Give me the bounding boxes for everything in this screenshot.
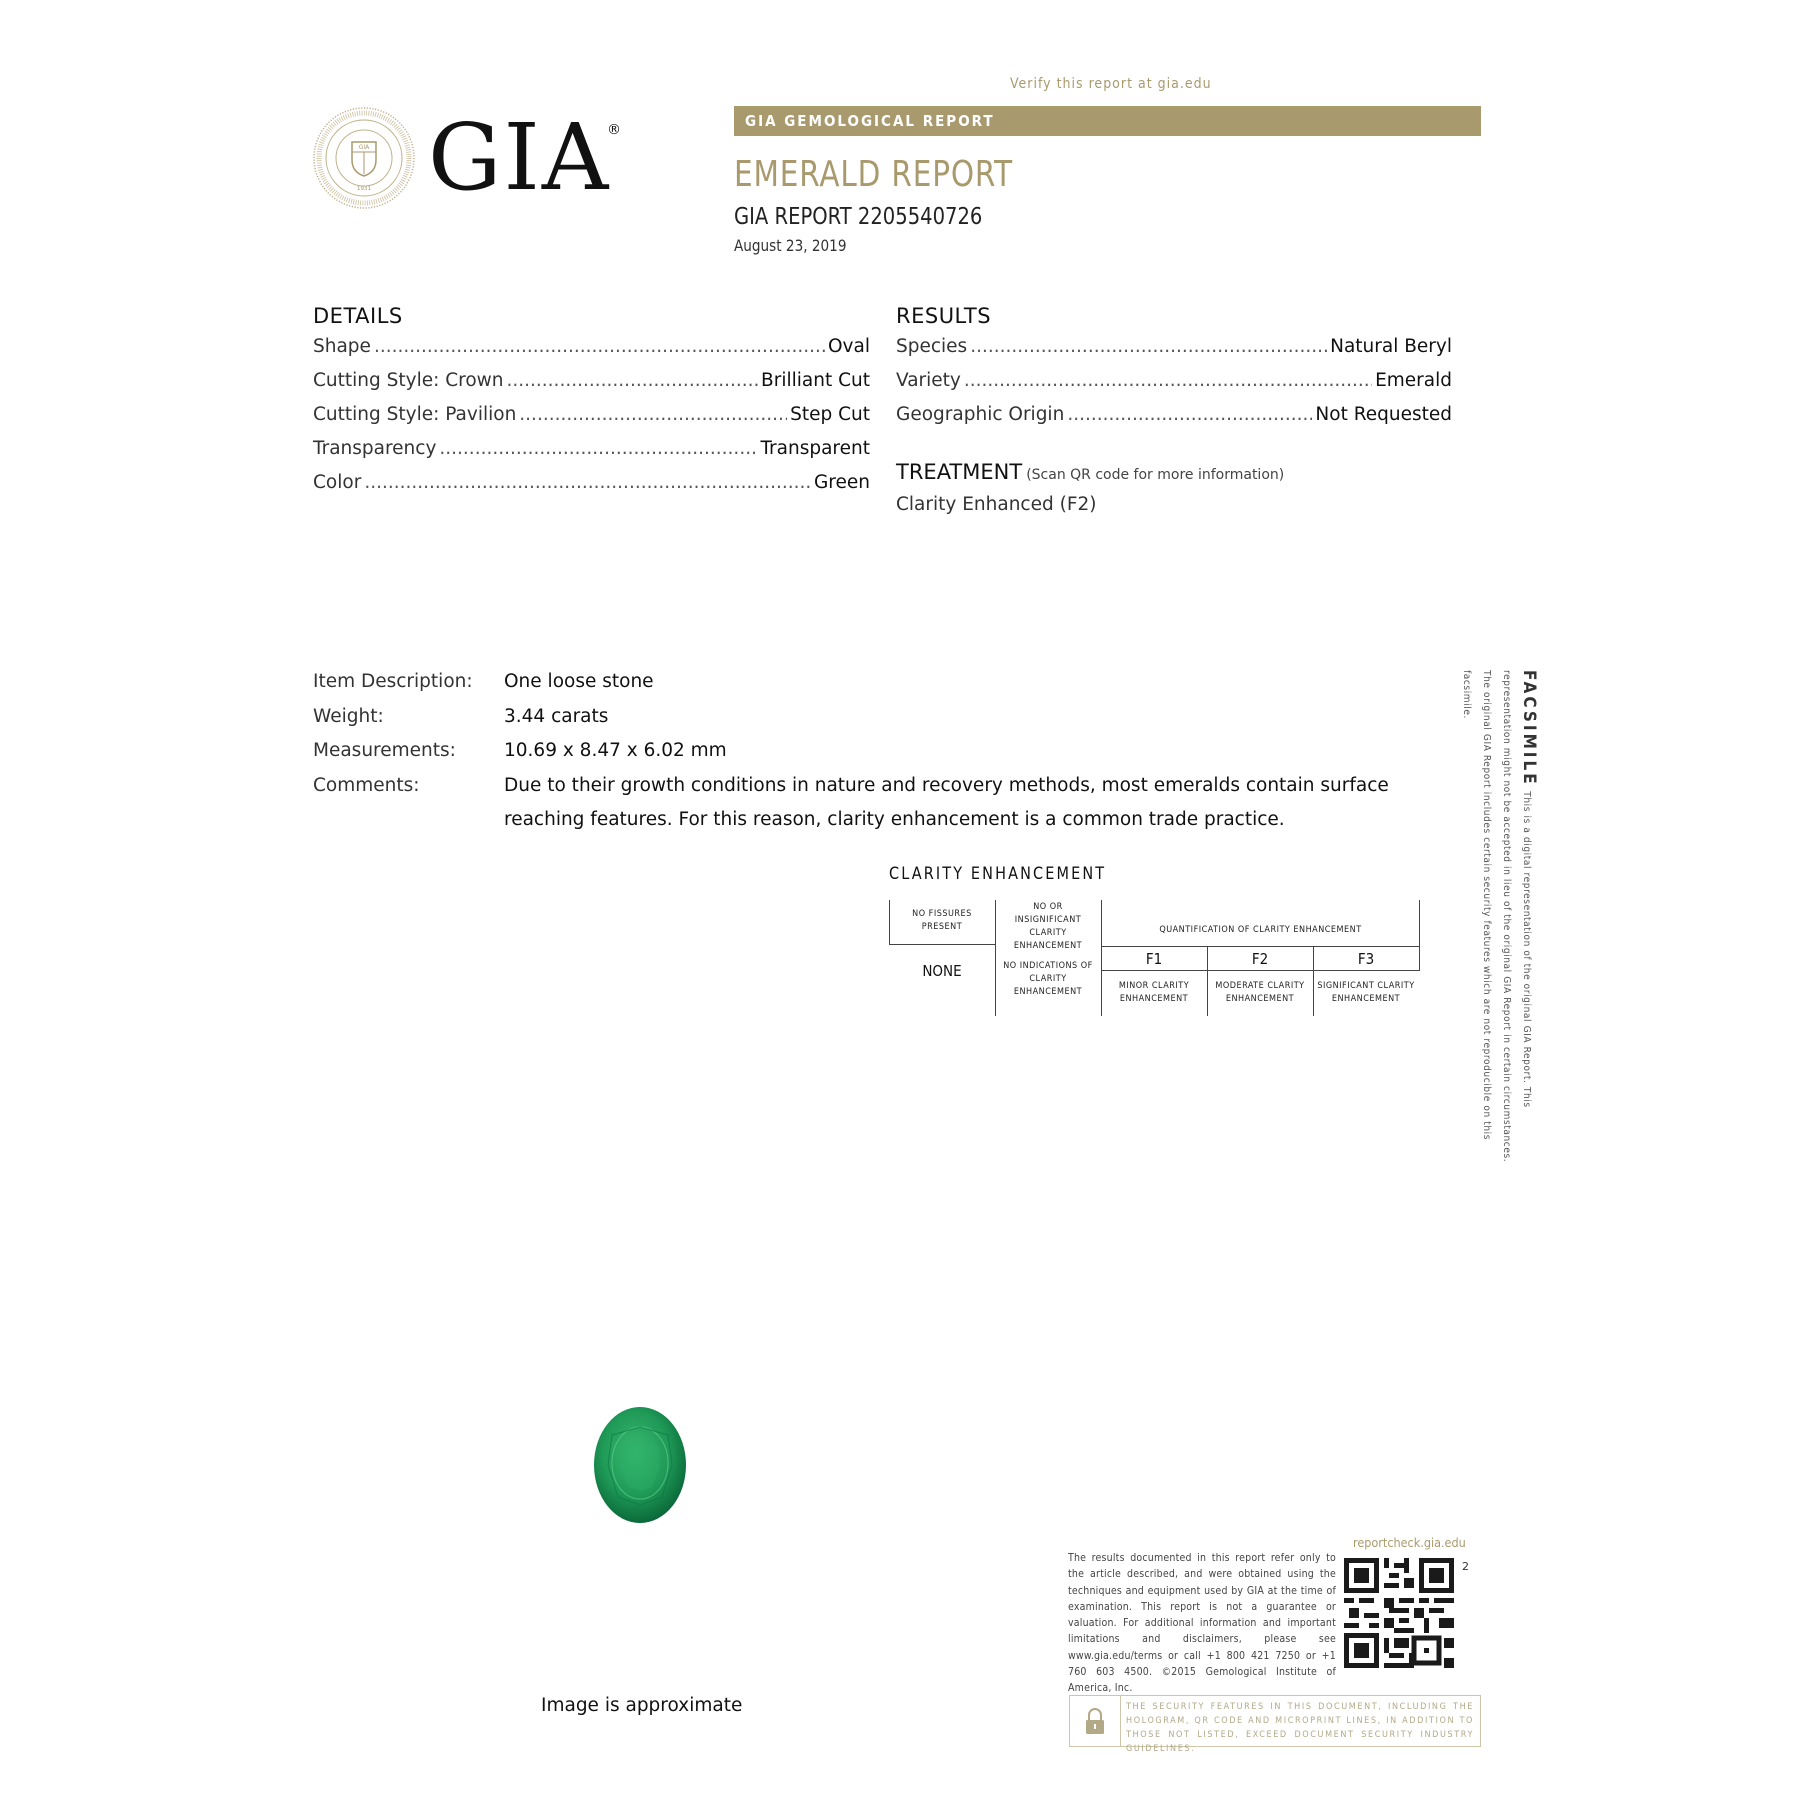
- item-label: Weight:: [313, 705, 384, 727]
- report-date: August 23, 2019: [734, 236, 847, 255]
- clarity-col-no-fissures: NO FISSURES PRESENT: [912, 909, 972, 932]
- detail-value: Green: [813, 472, 870, 493]
- clarity-grade-f3: F3: [1357, 950, 1375, 968]
- result-label: Geographic Origin: [896, 404, 1065, 425]
- item-label: Comments:: [313, 774, 420, 796]
- item-label: Measurements:: [313, 740, 456, 761]
- details-heading: DETAILS: [313, 304, 403, 328]
- detail-label: Cutting Style: Pavilion: [313, 404, 517, 425]
- detail-value: Oval: [828, 336, 870, 357]
- clarity-title: CLARITY ENHANCEMENT: [889, 864, 1107, 884]
- detail-row-shape: [313, 336, 870, 370]
- result-row-variety: [896, 370, 1452, 404]
- treatment-note: (Scan QR code for more information): [1026, 467, 1285, 483]
- report-type-bar: [734, 106, 1481, 136]
- report-type-label: GIA GEMOLOGICAL REPORT: [745, 112, 995, 130]
- result-row-origin: [896, 404, 1452, 438]
- clarity-scale: [889, 900, 1420, 1016]
- item-row-measurements: [313, 734, 1463, 769]
- result-label: Variety: [896, 370, 961, 391]
- detail-row-transparency: [313, 438, 870, 472]
- item-value: 10.69 x 8.47 x 6.02 mm: [504, 740, 727, 761]
- security-text: THE SECURITY FEATURES IN THIS DOCUMENT, INCLUDING THE HOLOGRAM, QR CODE AND MICROPRINT LINES, IN ADDITION TO THOSE NOT LISTED, EXCEED DOCUMENT SECURITY INDUSTRY GUIDELINES.: [1126, 1702, 1474, 1754]
- report-title: EMERALD REPORT: [734, 154, 1013, 195]
- item-row-comments: [313, 769, 1463, 838]
- result-label: Species: [896, 336, 968, 357]
- item-row-weight: [313, 700, 1463, 735]
- treatment-value: Clarity Enhanced (F2): [896, 494, 1097, 515]
- clarity-quantification-heading: QUANTIFICATION OF CLARITY ENHANCEMENT: [1159, 925, 1362, 935]
- detail-row-color: [313, 472, 870, 506]
- detail-label: Cutting Style: Crown: [313, 370, 504, 391]
- report-number: GIA REPORT 2205540726: [734, 204, 983, 230]
- clarity-no-indications: NO INDICATIONS OF CLARITY ENHANCEMENT: [1003, 961, 1093, 997]
- gia-seal-logo: [312, 106, 416, 210]
- clarity-desc-f3: SIGNIFICANT CLARITY ENHANCEMENT: [1317, 981, 1415, 1004]
- image-caption: Image is approximate: [541, 1695, 743, 1716]
- clarity-none-value: NONE: [922, 962, 962, 980]
- facsimile-notice: [1459, 670, 1539, 1170]
- details-section: [313, 304, 870, 506]
- detail-row-crown: [313, 370, 870, 404]
- reportcheck-link[interactable]: reportcheck.gia.edu: [1353, 1535, 1466, 1550]
- treatment-section: [896, 460, 1456, 515]
- item-info: [313, 665, 1463, 838]
- registered-mark: ®: [607, 122, 621, 138]
- clarity-col-insignificant: NO OR INSIGNIFICANT CLARITY ENHANCEMENT: [1013, 902, 1083, 951]
- item-row-description: [313, 665, 1463, 700]
- results-section: [896, 304, 1452, 438]
- item-value: Due to their growth conditions in nature and recovery methods, most emeralds contain surface reaching features. For this reason, clarity enhancement is a common trade practice.: [504, 774, 1389, 830]
- verify-link[interactable]: Verify this report at gia.edu: [1010, 76, 1212, 92]
- qr-code[interactable]: [1344, 1558, 1454, 1668]
- clarity-grade-f1: F1: [1145, 950, 1163, 968]
- qr-number: 2: [1462, 1560, 1469, 1573]
- disclaimer-text: The results documented in this report refer only to the article described, and were obtained using the techniques and equipment used by GIA at the time of examination. This report is not a guarantee or valuation. For additional information and important limitations and disclaimers, please see www.gia.edu/terms or call +1 800 421 7250 or +1 760 603 4500. ©2015 Gemological Institute of America, Inc.: [1068, 1552, 1336, 1695]
- facsimile-body: This is a digital representation of the original GIA Report. This representation might not be accepted in lieu of the original GIA Report in certain circumstances. The original GIA Report includes certain security features which are not reproducible on this facsimile.: [1461, 670, 1532, 1163]
- item-label: Item Description:: [313, 671, 473, 692]
- result-value: Natural Beryl: [1330, 336, 1452, 357]
- clarity-grade-f2: F2: [1251, 950, 1269, 968]
- facsimile-heading: FACSIMILE: [1519, 670, 1539, 787]
- emerald-image: [592, 1405, 688, 1525]
- svg-text:1931: 1931: [357, 186, 371, 192]
- detail-value: Transparent: [760, 438, 870, 459]
- detail-label: Color: [313, 472, 362, 493]
- detail-label: Transparency: [313, 438, 437, 459]
- results-heading: RESULTS: [896, 304, 992, 328]
- item-value: One loose stone: [504, 671, 654, 692]
- clarity-desc-f1: MINOR CLARITY ENHANCEMENT: [1118, 981, 1190, 1004]
- gia-wordmark: GIA: [428, 104, 611, 211]
- result-value: Emerald: [1375, 370, 1452, 391]
- result-value: Not Requested: [1315, 404, 1452, 425]
- detail-label: Shape: [313, 336, 371, 357]
- detail-value: Step Cut: [790, 404, 870, 425]
- treatment-heading: TREATMENT: [896, 460, 1023, 484]
- detail-value: Brilliant Cut: [761, 370, 870, 391]
- detail-row-pavilion: [313, 404, 870, 438]
- item-value: 3.44 carats: [504, 705, 609, 727]
- svg-text:GIA: GIA: [358, 144, 370, 151]
- lock-icon: [1070, 1696, 1121, 1746]
- security-notice: [1069, 1695, 1481, 1754]
- result-row-species: [896, 336, 1452, 370]
- clarity-desc-f2: MODERATE CLARITY ENHANCEMENT: [1215, 981, 1305, 1004]
